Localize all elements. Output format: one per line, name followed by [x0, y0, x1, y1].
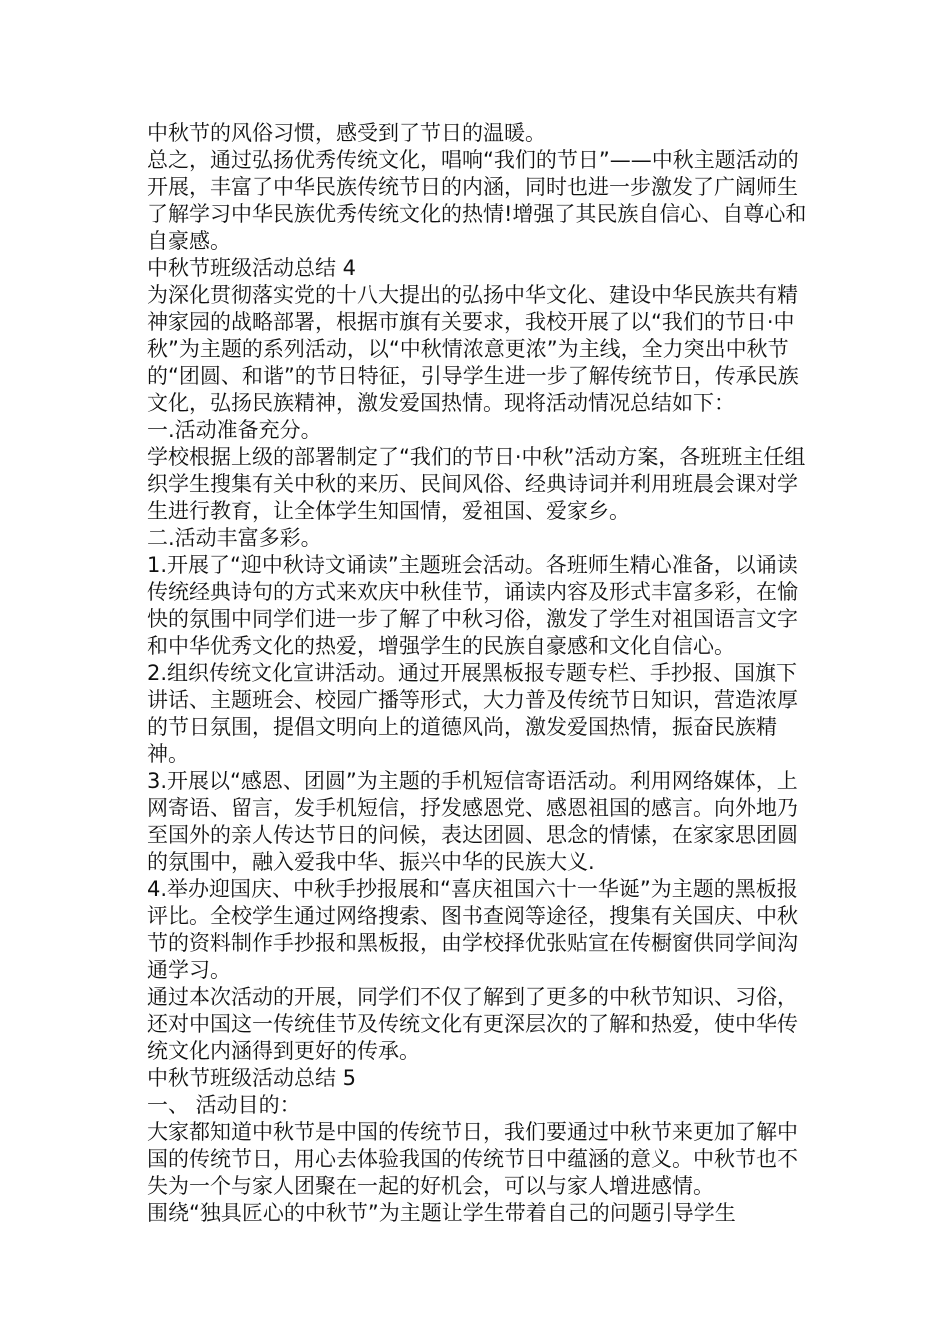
body-paragraph: 为深化贯彻落实党的十八大提出的弘扬中华文化、建设中华民族共有精神家园的战略部署，根据市旗有关要求，我校开展了以“我们的节日·中秋”为主题的系列活动，以“中秋情浓意更浓”为主线，全力突出中秋节的“团圆、和谐”的节日特征，引导学生进一步了解传统节日，传承民族文化，弘扬民族精神，激发爱国热情。现将活动情况总结如下： — [147, 283, 799, 415]
subsection-heading: 一、 活动目的： — [147, 1093, 301, 1117]
body-paragraph: 总之，通过弘扬优秀传统文化，唱响“我们的节日”——中秋主题活动的开展，丰富了中华民族传统节日的内涵，同时也进一步激发了广阔师生了解学习中华民族优秀传统文化的热情!增强了其民族自信心、自尊心和自豪感。 — [147, 148, 807, 253]
body-paragraph: 3.开展以“感恩、团圆”为主题的手机短信寄语活动。利用网络媒体，上网寄语、留言，发手机短信，抒发感恩党、感恩祖国的感言。向外地乃至国外的亲人传达节日的问候，表达团圆、思念的情愫，在家家思团圆的氛围中，融入爱我中华、振兴中华的民族大义. — [147, 769, 798, 874]
body-paragraph: 2.组织传统文化宣讲活动。通过开展黑板报专题专栏、手抄报、国旗下讲话、主题班会、校园广播等形式，大力普及传统节日知识，营造浓厚的节日氛围，提倡文明向上的道德风尚，激发爱国热情，振奋民族精神。 — [147, 661, 798, 766]
body-paragraph: 通过本次活动的开展，同学们不仅了解到了更多的中秋节知识、习俗，还对中国这一传统佳节及传统文化有更深层次的了解和热爱，使中华传统文化内涵得到更好的传承。 — [147, 985, 798, 1063]
section-heading: 中秋节班级活动总结 4 — [147, 256, 357, 280]
body-paragraph: 4.举办迎国庆、中秋手抄报展和“喜庆祖国六十一华诞”为主题的黑板报评比。全校学生通过网络搜索、图书查阅等途径，搜集有关国庆、中秋节的资料制作手抄报和黑板报，由学校择优张贴宣在传橱窗供同学间沟通学习。 — [147, 877, 798, 982]
section-heading: 中秋节班级活动总结 5 — [147, 1066, 357, 1090]
body-paragraph: 学校根据上级的部署制定了“我们的节日·中秋”活动方案，各班班主任组织学生搜集有关中秋的来历、民间风俗、经典诗词并利用班晨会课对学生进行教育，让全体学生知国情，爱祖国、爱家乡。 — [147, 445, 806, 523]
subsection-heading: 二.活动丰富多彩。 — [147, 526, 322, 550]
document-body — [147, 120, 812, 1227]
body-paragraph: 围绕“独具匠心的中秋节”为主题让学生带着自己的问题引导学生 — [147, 1201, 736, 1225]
body-paragraph: 大家都知道中秋节是中国的传统节日，我们要通过中秋节来更加了解中国的传统节日，用心去体验我国的传统节日中蕴涵的意义。中秋节也不失为一个与家人团聚在一起的好机会，可以与家人增进感情。 — [147, 1120, 798, 1198]
subsection-heading: 一.活动准备充分。 — [147, 418, 322, 442]
body-paragraph: 中秋节的风俗习惯，感受到了节日的温暖。 — [147, 121, 546, 145]
body-paragraph: 1.开展了“迎中秋诗文诵读”主题班会活动。各班师生精心准备，以诵读传统经典诗句的方式来欢庆中秋佳节，诵读内容及形式丰富多彩，在愉快的氛围中同学们进一步了解了中秋习俗，激发了学生对祖国语言文字和中华优秀文化的热爱，增强学生的民族自豪感和文化自信心。 — [147, 553, 798, 658]
